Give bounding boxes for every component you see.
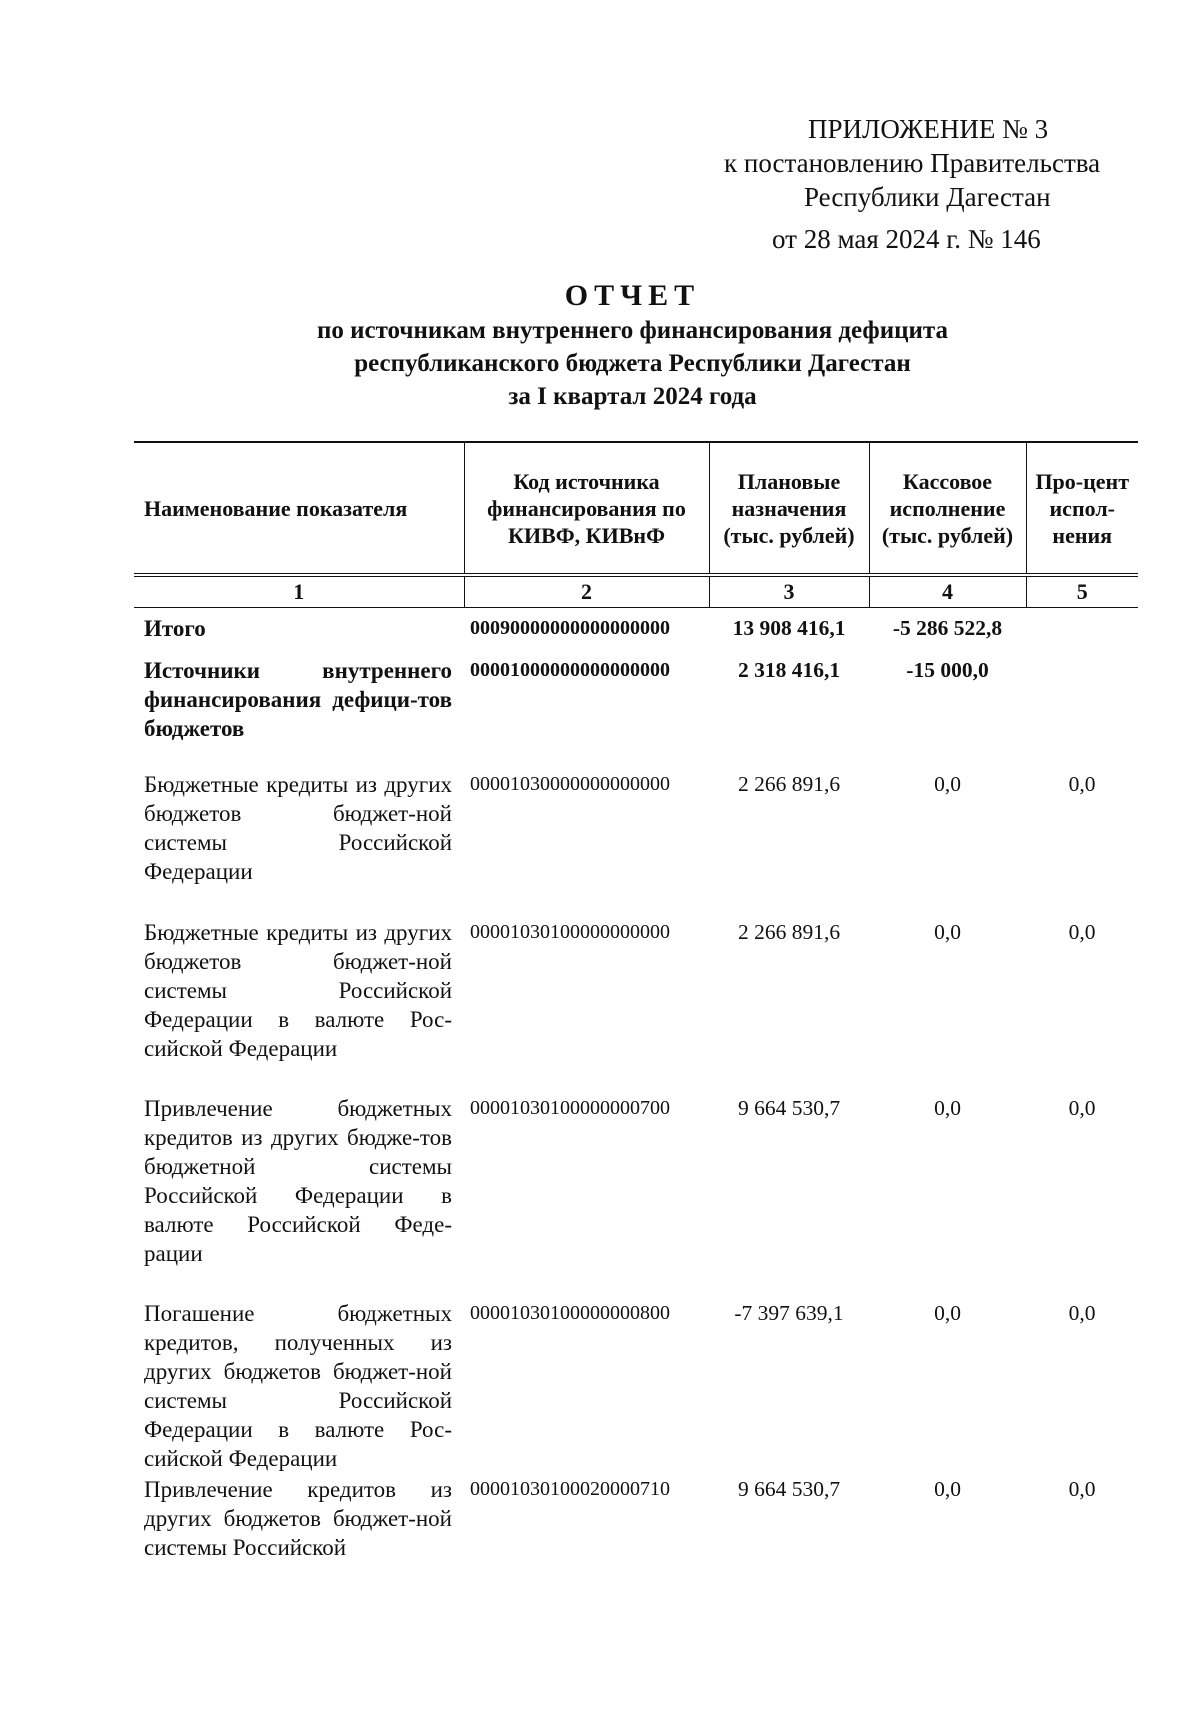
row-cash: 0,0 xyxy=(934,920,961,944)
row-plan: 9 664 530,7 xyxy=(737,1477,841,1501)
column-number: 1 xyxy=(134,575,464,608)
column-number: 4 xyxy=(869,575,1026,608)
report-subtitle-3: за I квартал 2024 года xyxy=(508,383,757,410)
row-name: Бюджетные кредиты из других бюджетов бюджет-ной системы Российской Федерации в валюте Рос-сийской Федерации xyxy=(144,920,452,1061)
table-header-row xyxy=(134,442,1138,575)
report-table-container xyxy=(134,441,1138,1575)
column-number: 3 xyxy=(709,575,869,608)
row-percent: 0,0 xyxy=(1068,1096,1096,1120)
appendix-number: ПРИЛОЖЕНИЕ № 3 xyxy=(808,114,1049,144)
row-code: 00001030000000000000 xyxy=(470,773,670,795)
header-plan: Плановые назначения (тыс. рублей) xyxy=(709,442,869,575)
report-subtitle-1: по источникам внутреннего финансирования дефицита xyxy=(316,317,949,344)
row-percent xyxy=(1026,608,1138,657)
row-percent: 0,0 xyxy=(1068,772,1096,796)
row-plan: -7 397 639,1 xyxy=(734,1301,844,1325)
header-code: Код источника финансирования по КИВФ, КИВнФ xyxy=(464,442,709,575)
header-percent: Про-цент испол-нения xyxy=(1026,442,1138,575)
table-row xyxy=(134,1475,1138,1575)
report-subtitle-2: республиканского бюджета Республики Дагестан xyxy=(354,350,911,377)
row-name: Бюджетные кредиты из других бюджетов бюджет-ной системы Российской Федерации xyxy=(144,772,452,884)
header-cash: Кассовое исполнение (тыс. рублей) xyxy=(869,442,1026,575)
table-row xyxy=(134,918,1138,1094)
appendix-resolution: к постановлению Правительства xyxy=(724,148,1101,178)
row-cash: 0,0 xyxy=(934,1477,961,1501)
column-number-row xyxy=(134,575,1138,608)
report-title: ОТЧЕТ xyxy=(564,279,701,312)
column-number: 5 xyxy=(1026,575,1138,608)
appendix-republic: Республики Дагестан xyxy=(804,182,1051,212)
table-row xyxy=(134,1299,1138,1475)
row-cash: 0,0 xyxy=(934,772,961,796)
row-name: Источники внутреннего финансирования дефици-тов бюджетов xyxy=(144,658,452,741)
row-percent: 0,0 xyxy=(1068,1477,1096,1501)
row-plan: 13 908 416,1 xyxy=(732,616,846,640)
row-name: Погашение бюджетных кредитов, полученных из других бюджетов бюджет-ной системы Российской Федерации в валюте Рос-сийской Федерации xyxy=(144,1301,452,1471)
row-code: 00001000000000000000 xyxy=(470,659,670,681)
row-plan: 2 266 891,6 xyxy=(737,920,841,944)
row-name: Итого xyxy=(144,616,206,641)
appendix-header xyxy=(700,112,1120,256)
row-percent xyxy=(1026,656,1138,770)
row-percent: 0,0 xyxy=(1068,920,1096,944)
row-code: 00090000000000000000 xyxy=(470,617,670,639)
row-cash: 0,0 xyxy=(934,1301,961,1325)
row-name: Привлечение кредитов из других бюджетов бюджет-ной системы Российской xyxy=(144,1477,452,1560)
row-percent: 0,0 xyxy=(1068,1301,1096,1325)
column-number: 2 xyxy=(464,575,709,608)
report-title-block xyxy=(0,278,1200,413)
row-code: 00001030100000000800 xyxy=(470,1302,670,1324)
table-row xyxy=(134,1094,1138,1299)
row-plan: 9 664 530,7 xyxy=(737,1096,841,1120)
row-plan: 2 318 416,1 xyxy=(737,658,841,682)
row-plan: 2 266 891,6 xyxy=(737,772,841,796)
row-code: 00001030100020000710 xyxy=(470,1478,670,1500)
row-name: Привлечение бюджетных кредитов из других бюдже-тов бюджетной системы Российской Федерации в валюте Российской Феде-рации xyxy=(144,1096,452,1266)
report-table xyxy=(134,441,1138,1575)
appendix-date: от 28 мая 2024 г. № 146 xyxy=(772,224,1041,254)
table-row xyxy=(134,656,1138,770)
row-code: 00001030100000000000 xyxy=(470,921,670,943)
row-cash: 0,0 xyxy=(934,1096,961,1120)
row-code: 00001030100000000700 xyxy=(470,1097,670,1119)
row-cash: -5 286 522,8 xyxy=(892,616,1003,640)
header-name: Наименование показателя xyxy=(134,442,464,575)
row-cash: -15 000,0 xyxy=(906,658,989,682)
table-row xyxy=(134,608,1138,657)
table-row xyxy=(134,770,1138,918)
